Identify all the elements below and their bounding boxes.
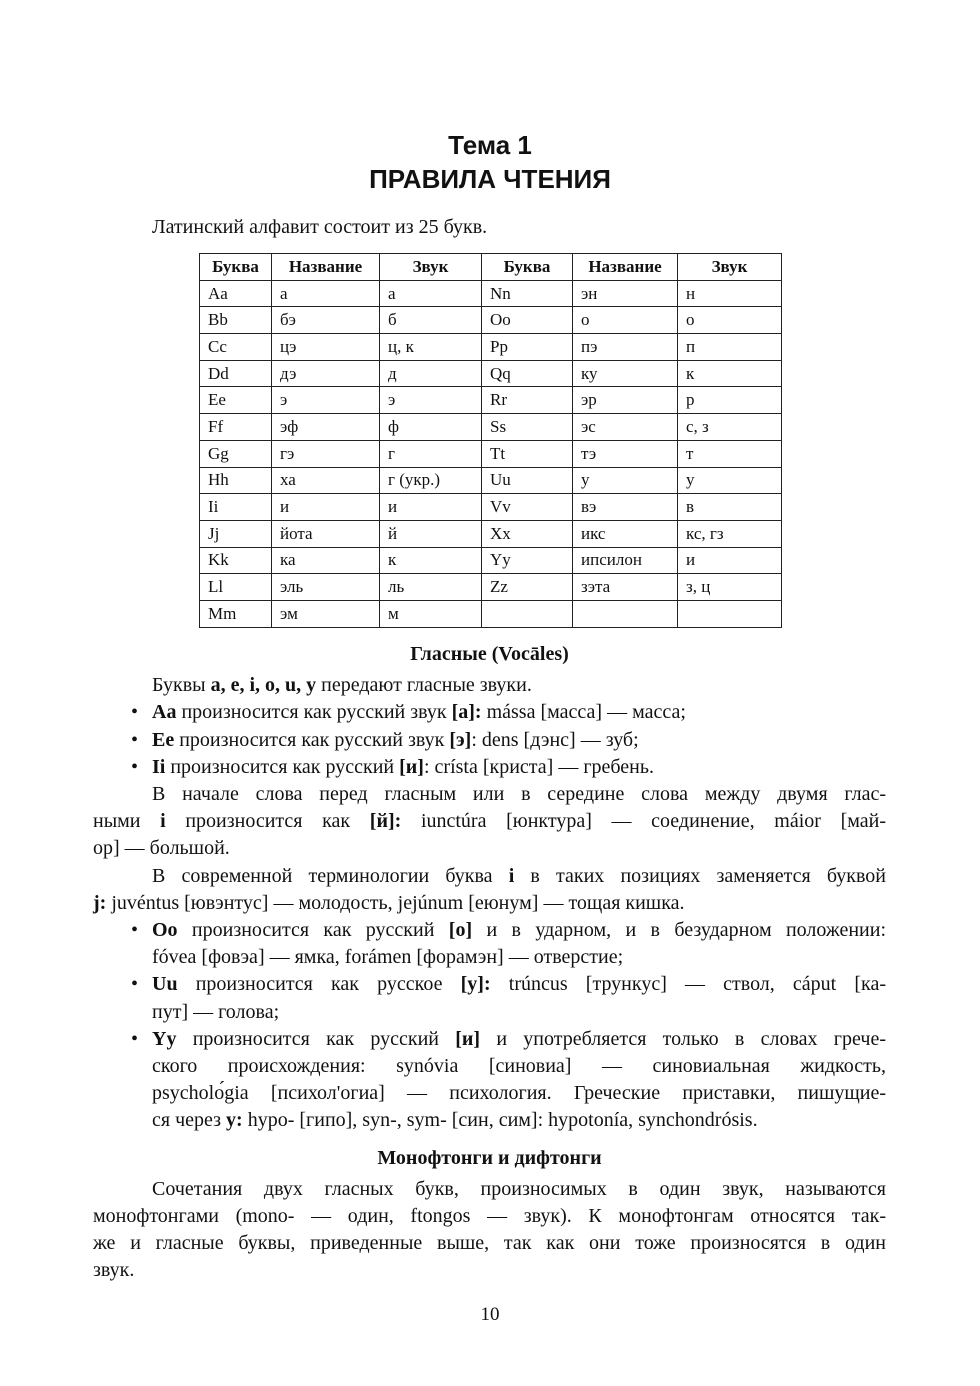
text-segment: произносится как русский [165,755,400,778]
table-cell [573,600,678,627]
table-row [200,547,782,574]
table-cell: эм [272,600,380,627]
text-segment: произносится как русский звук [176,701,452,724]
column-header: Буква [482,254,573,281]
bold-text: y: [226,1109,243,1132]
text-segment: ся через [152,1109,227,1132]
text-segment: Сочетания двух гласных букв, произносимых в один звук, называются [152,1177,886,1200]
text-segment: trúncus [трункус] — ствол, cáput [ка- [490,973,887,996]
table-cell: Uu [482,467,573,494]
table-cell: в [678,494,782,521]
text-segment: psycholо́gia [психол'огиа] — психология. Греческие приставки, пишущие- [152,1082,886,1105]
table-row [200,334,782,361]
table-cell: Aa [200,280,272,307]
table-cell [482,600,573,627]
text-line [93,1053,886,1080]
text-line [93,999,886,1026]
table-cell: э [380,387,482,414]
table-cell: Xx [482,520,573,547]
text-segment: произносится как русский [177,919,449,942]
table-cell: ль [380,574,482,601]
bold-text: [э] [449,728,472,751]
table-cell: ха [272,467,380,494]
bold-text: [у]: [460,973,491,996]
table-cell: Zz [482,574,573,601]
table-cell: тэ [573,440,678,467]
table-cell: к [678,360,782,387]
table-row [200,467,782,494]
table-cell: й [380,520,482,547]
column-header: Звук [678,254,782,281]
table-cell: т [678,440,782,467]
text-segment: и употребляется только в словах грече- [480,1027,886,1050]
table-cell: дэ [272,360,380,387]
table-cell: бэ [272,307,380,334]
text-line [93,1107,886,1134]
text-line [93,808,886,835]
text-segment: : crísta [криста] — гребень. [423,755,655,778]
bullet-item-line [93,699,886,726]
table-cell: гэ [272,440,380,467]
text-segment: произносится как русский звук [174,728,450,751]
table-cell: Ee [200,387,272,414]
text-segment: Буквы [152,674,211,697]
table-cell: а [272,280,380,307]
section-heading: Монофтонги и дифтонги [377,1146,602,1169]
table-cell: Vv [482,494,573,521]
bold-text: [и] [455,1027,481,1050]
column-header: Название [573,254,678,281]
body-text [93,641,886,1285]
table-row [200,440,782,467]
column-header: Буква [200,254,272,281]
bold-text: [й]: [369,810,402,833]
text-segment: juvéntus [ювэнтус] — молодость, jejúnum [еюнум] — тощая кишка. [106,891,685,914]
table-cell: Nn [482,280,573,307]
table-cell: эф [272,414,380,441]
table-row [200,414,782,441]
text-segment: В начале слова перед гласным или в середине слова между двумя глас- [152,783,886,806]
table-cell: м [380,600,482,627]
bold-text: Ee [152,728,175,751]
table-cell: Tt [482,440,573,467]
table-cell: кс, гз [678,520,782,547]
text-line [93,1203,886,1230]
column-header: Звук [380,254,482,281]
bold-text: Aa [152,701,177,724]
table-cell: йота [272,520,380,547]
table-cell: пэ [573,334,678,361]
text-line [93,1176,886,1203]
table-cell: г (укр.) [380,467,482,494]
text-segment: же и гласные буквы, приведенные выше, так как они тоже произносятся в один [93,1232,886,1255]
bold-text: j: [93,891,107,914]
text-segment: монофтонгами (mono- — один, ftongos — звук). К монофтонгам относятся так- [93,1205,886,1228]
table-row [200,360,782,387]
table-cell: з, ц [678,574,782,601]
intro-text: Латинский алфавит состоит из 25 букв. [152,216,488,238]
text-segment: произносится как русское [177,973,461,996]
table-cell: у [678,467,782,494]
table-cell: Mm [200,600,272,627]
text-segment: ор] — большой. [93,837,230,860]
section-heading: Гласные (Vocāles) [410,643,569,665]
text-line [93,1257,886,1284]
table-cell: эн [573,280,678,307]
table-cell: с, з [678,414,782,441]
table-cell: Yy [482,547,573,574]
table-cell: Gg [200,440,272,467]
table-row [200,574,782,601]
text-segment: пут] — голова; [152,1000,280,1023]
table-cell: вэ [573,494,678,521]
text-line [93,672,886,699]
text-segment: произносится как [165,810,370,833]
table-cell: Ll [200,574,272,601]
text-line [93,863,886,890]
table-cell: и [678,547,782,574]
bold-text: [а]: [451,701,482,724]
bold-text: [о] [448,919,473,942]
bold-text: Yy [152,1027,177,1050]
text-line [93,1230,886,1257]
table-cell: Rr [482,387,573,414]
table-cell: р [678,387,782,414]
table-row [200,600,782,627]
text-segment: произносится как русский [176,1027,456,1050]
table-cell: эль [272,574,380,601]
text-segment: и в ударном, и в безударном положении: [472,919,886,942]
table-cell: г [380,440,482,467]
table-cell: Oo [482,307,573,334]
table-cell: Qq [482,360,573,387]
table-cell: б [380,307,482,334]
topic-number: Тема 1 [448,130,532,160]
text-line [93,890,886,917]
column-header: Название [272,254,380,281]
table-cell: у [573,467,678,494]
text-segment: звук. [93,1259,135,1282]
bullet-item-line [93,971,886,998]
page-title: ПРАВИЛА ЧТЕНИЯ [369,164,611,194]
text-segment: В современной терминологии буква [152,864,509,887]
table-cell: Kk [200,547,272,574]
table-cell: Ff [200,414,272,441]
table-row [200,387,782,414]
text-segment: iunctúra [юнктура] — соединение, máior [май- [401,810,886,833]
table-cell: икс [573,520,678,547]
table-cell: Dd [200,360,272,387]
table-cell: к [380,547,482,574]
table-cell: Jj [200,520,272,547]
text-segment: ского происхождения: synóvia [синовиа] — синовиальная жидкость, [152,1055,886,1078]
text-line [93,835,886,862]
text-segment: hypo- [гипо], syn-, sym- [син, сим]: hypotonía, synchondrósis. [242,1109,758,1132]
bold-text: [и] [399,755,424,778]
table-header-row [200,254,782,281]
table-cell: эр [573,387,678,414]
table-cell: эс [573,414,678,441]
text-segment: : dens [дэнс] — зуб; [471,728,639,751]
bold-text: Uu [152,973,178,996]
table-cell: и [272,494,380,521]
bold-text: i [160,810,166,833]
table-row [200,520,782,547]
bold-text: Oo [152,919,178,942]
table-cell: п [678,334,782,361]
table-cell: Cc [200,334,272,361]
text-line [93,944,886,971]
table-row [200,280,782,307]
table-cell: Ii [200,494,272,521]
text-segment: ными [93,810,161,833]
page-number: 10 [480,1304,500,1325]
text-line [93,1080,886,1107]
bold-text: Ii [152,755,166,778]
table-cell: Ss [482,414,573,441]
bullet-item-line [93,917,886,944]
table-row [200,494,782,521]
table-cell: э [272,387,380,414]
table-row [200,307,782,334]
table-cell: ц, к [380,334,482,361]
table-cell: а [380,280,482,307]
bullet-item-line [93,754,886,781]
table-cell: Bb [200,307,272,334]
table-cell: о [573,307,678,334]
text-segment: mássa [масса] — масса; [481,701,686,724]
bullet-item-line [93,727,886,754]
table-cell: о [678,307,782,334]
text-line [93,781,886,808]
table-cell: н [678,280,782,307]
bullet-item-line [93,1026,886,1053]
table-cell [678,600,782,627]
table-cell: и [380,494,482,521]
table-cell: ка [272,547,380,574]
table-cell: зэта [573,574,678,601]
table-cell: ф [380,414,482,441]
table-cell: д [380,360,482,387]
alphabet-table [199,253,782,628]
text-segment: передают гласные звуки. [316,674,532,697]
bold-text: a, e, i, o, u, y [210,674,317,697]
text-segment: в таких позициях заменяется буквой [514,864,886,887]
bold-text: i [508,864,515,887]
table-cell: цэ [272,334,380,361]
text-segment: fóvea [фовэа] — ямка, forámen [форамэн] — отверстие; [152,946,624,969]
table-cell: Hh [200,467,272,494]
table-cell: ипсилон [573,547,678,574]
table-cell: ку [573,360,678,387]
table-cell: Pp [482,334,573,361]
